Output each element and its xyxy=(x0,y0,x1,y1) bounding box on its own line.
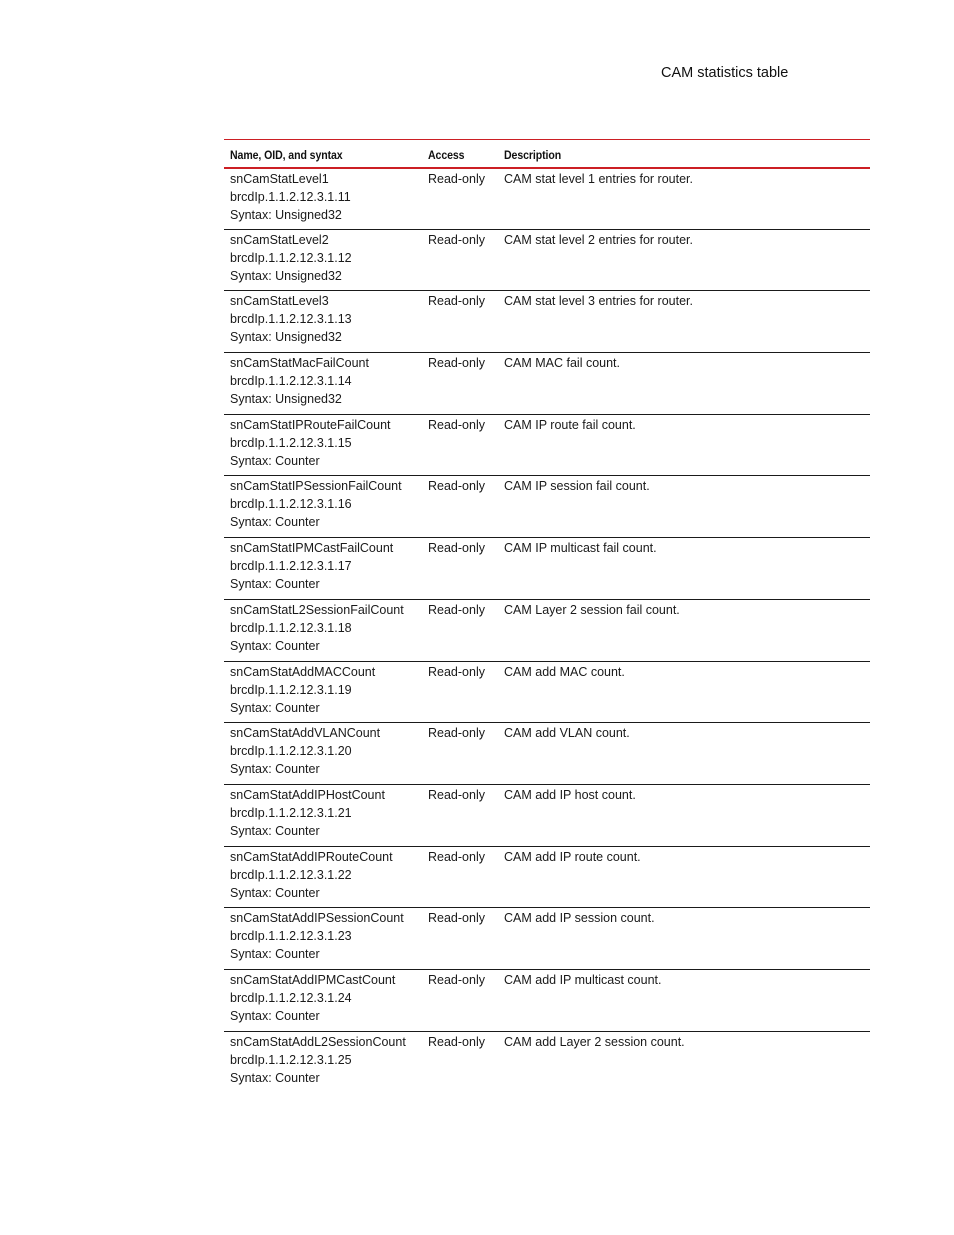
object-syntax: Syntax: Counter xyxy=(230,638,320,653)
object-name: snCamStatAddIPSessionCount xyxy=(230,911,404,926)
mib-table-container xyxy=(224,139,870,1093)
object-name: snCamStatLevel1 xyxy=(230,171,329,186)
table-body xyxy=(224,168,870,1093)
cell-description: CAM stat level 3 entries for router. xyxy=(504,294,693,309)
table-row xyxy=(224,291,870,353)
object-syntax: Syntax: Unsigned32 xyxy=(230,207,342,222)
table-row xyxy=(224,661,870,723)
cell-name-oid-syntax xyxy=(224,538,422,600)
running-header-title: CAM statistics table xyxy=(661,65,789,81)
object-oid: brcdIp.1.1.2.12.3.1.21 xyxy=(230,805,352,820)
cell-description: CAM IP session fail count. xyxy=(504,479,650,494)
cell-access: Read-only xyxy=(428,849,485,864)
object-syntax: Syntax: Counter xyxy=(230,700,320,715)
object-syntax: Syntax: Counter xyxy=(230,947,320,962)
object-oid: brcdIp.1.1.2.12.3.1.11 xyxy=(230,189,351,204)
object-syntax: Syntax: Counter xyxy=(230,1070,320,1085)
cell-description: CAM add IP multicast count. xyxy=(504,972,662,987)
cell-access: Read-only xyxy=(428,787,485,802)
cell-description: CAM IP multicast fail count. xyxy=(504,541,657,556)
cell-name-oid-syntax xyxy=(224,723,422,785)
cell-description: CAM add IP route count. xyxy=(504,849,641,864)
object-syntax: Syntax: Counter xyxy=(230,762,320,777)
object-name: snCamStatAddIPRouteCount xyxy=(230,849,393,864)
column-header-name: Name, OID, and syntax xyxy=(230,147,343,162)
object-name: snCamStatIPRouteFailCount xyxy=(230,417,391,432)
cell-access: Read-only xyxy=(428,664,485,679)
cell-name-oid-syntax xyxy=(224,846,422,908)
object-syntax: Syntax: Counter xyxy=(230,515,320,530)
table-row xyxy=(224,476,870,538)
object-name: snCamStatAddIPHostCount xyxy=(230,787,385,802)
cell-description: CAM stat level 2 entries for router. xyxy=(504,232,693,247)
cell-description: CAM MAC fail count. xyxy=(504,356,621,371)
cell-access: Read-only xyxy=(428,541,485,556)
cam-statistics-table xyxy=(224,139,870,1093)
cell-access: Read-only xyxy=(428,911,485,926)
object-syntax: Syntax: Counter xyxy=(230,577,320,592)
object-syntax: Syntax: Unsigned32 xyxy=(230,392,342,407)
object-name: snCamStatLevel3 xyxy=(230,294,329,309)
cell-description: CAM add IP session count. xyxy=(504,911,655,926)
object-name: snCamStatAddIPMCastCount xyxy=(230,972,396,987)
object-oid: brcdIp.1.1.2.12.3.1.16 xyxy=(230,497,352,512)
cell-description: CAM add VLAN count. xyxy=(504,726,630,741)
object-syntax: Syntax: Unsigned32 xyxy=(230,330,342,345)
column-header-access: Access xyxy=(428,147,465,162)
object-oid: brcdIp.1.1.2.12.3.1.13 xyxy=(230,312,352,327)
table-header xyxy=(224,140,870,168)
cell-name-oid-syntax xyxy=(224,229,422,291)
cell-name-oid-syntax xyxy=(224,908,422,970)
cell-access: Read-only xyxy=(428,171,485,186)
cell-description: CAM add Layer 2 session count. xyxy=(504,1034,685,1049)
table-row xyxy=(224,1031,870,1093)
column-header-description: Description xyxy=(504,147,562,162)
cell-access: Read-only xyxy=(428,1034,485,1049)
table-row xyxy=(224,846,870,908)
table-row xyxy=(224,969,870,1031)
object-name: snCamStatIPSessionFailCount xyxy=(230,479,402,494)
cell-name-oid-syntax xyxy=(224,168,422,230)
cell-name-oid-syntax xyxy=(224,969,422,1031)
cell-name-oid-syntax xyxy=(224,414,422,476)
cell-description: CAM stat level 1 entries for router. xyxy=(504,171,693,186)
object-oid: brcdIp.1.1.2.12.3.1.18 xyxy=(230,620,352,635)
cell-name-oid-syntax xyxy=(224,784,422,846)
cell-access: Read-only xyxy=(428,602,485,617)
object-oid: brcdIp.1.1.2.12.3.1.24 xyxy=(230,990,352,1005)
cell-name-oid-syntax xyxy=(224,291,422,353)
cell-description: CAM add IP host count. xyxy=(504,787,636,802)
object-name: snCamStatIPMCastFailCount xyxy=(230,541,394,556)
table-row xyxy=(224,908,870,970)
cell-name-oid-syntax xyxy=(224,476,422,538)
object-name: snCamStatMacFailCount xyxy=(230,356,369,371)
object-oid: brcdIp.1.1.2.12.3.1.23 xyxy=(230,929,352,944)
object-syntax: Syntax: Counter xyxy=(230,885,320,900)
object-oid: brcdIp.1.1.2.12.3.1.12 xyxy=(230,250,352,265)
object-oid: brcdIp.1.1.2.12.3.1.17 xyxy=(230,559,352,574)
cell-name-oid-syntax xyxy=(224,353,422,415)
cell-name-oid-syntax xyxy=(224,1031,422,1093)
object-oid: brcdIp.1.1.2.12.3.1.19 xyxy=(230,682,352,697)
table-row xyxy=(224,538,870,600)
object-oid: brcdIp.1.1.2.12.3.1.20 xyxy=(230,744,352,759)
table-row xyxy=(224,229,870,291)
object-name: snCamStatAddVLANCount xyxy=(230,726,381,741)
cell-access: Read-only xyxy=(428,356,485,371)
cell-access: Read-only xyxy=(428,972,485,987)
object-syntax: Syntax: Counter xyxy=(230,823,320,838)
table-header-row xyxy=(224,140,870,168)
table-row xyxy=(224,353,870,415)
cell-access: Read-only xyxy=(428,232,485,247)
cell-name-oid-syntax xyxy=(224,599,422,661)
cell-description: CAM IP route fail count. xyxy=(504,417,636,432)
cell-description: CAM Layer 2 session fail count. xyxy=(504,602,680,617)
cell-access: Read-only xyxy=(428,479,485,494)
object-syntax: Syntax: Counter xyxy=(230,453,320,468)
object-syntax: Syntax: Unsigned32 xyxy=(230,268,342,283)
cell-description: CAM add MAC count. xyxy=(504,664,625,679)
cell-name-oid-syntax xyxy=(224,661,422,723)
object-oid: brcdIp.1.1.2.12.3.1.14 xyxy=(230,374,352,389)
table-row xyxy=(224,599,870,661)
table-row xyxy=(224,723,870,785)
cell-access: Read-only xyxy=(428,294,485,309)
cell-access: Read-only xyxy=(428,726,485,741)
object-syntax: Syntax: Counter xyxy=(230,1008,320,1023)
cell-access: Read-only xyxy=(428,417,485,432)
object-oid: brcdIp.1.1.2.12.3.1.25 xyxy=(230,1052,352,1067)
object-name: snCamStatAddL2SessionCount xyxy=(230,1034,406,1049)
table-row xyxy=(224,414,870,476)
object-name: snCamStatAddMACCount xyxy=(230,664,376,679)
table-row xyxy=(224,168,870,230)
object-oid: brcdIp.1.1.2.12.3.1.22 xyxy=(230,867,352,882)
object-name: snCamStatL2SessionFailCount xyxy=(230,602,404,617)
object-oid: brcdIp.1.1.2.12.3.1.15 xyxy=(230,435,352,450)
object-name: snCamStatLevel2 xyxy=(230,232,329,247)
table-row xyxy=(224,784,870,846)
